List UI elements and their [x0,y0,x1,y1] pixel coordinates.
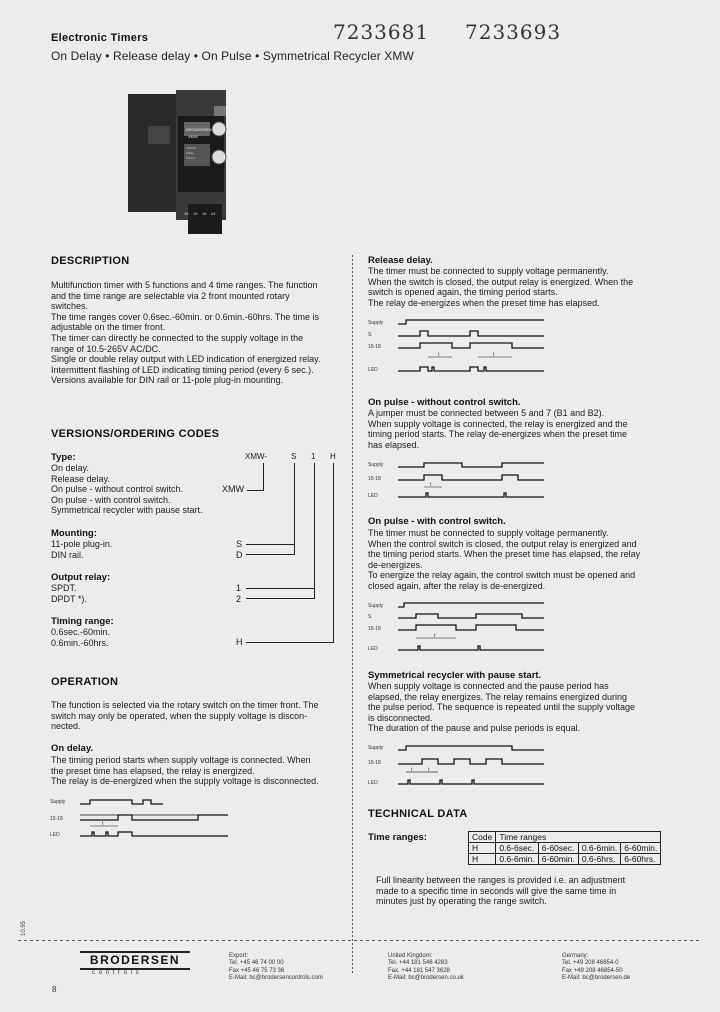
product-front-label: 0.6-6m [186,156,196,160]
page-title: Electronic Timers [51,32,149,44]
footer-export: Export: Tel. +45 46 74 00 00 Fax +45 46 75 73 36 E-Mail: bc@brodersencontrols.com [229,953,323,981]
side-code: 10.95 [21,920,27,936]
brand-logo [80,951,190,970]
svg-text:t: t [493,352,495,358]
table-header-cell: Code [469,832,496,843]
svg-text:15-18: 15-18 [368,344,381,350]
mounting-items: 11-pole plug-in. DIN rail. [51,539,113,560]
type-label: Type: [51,452,76,463]
svg-text:t: t [102,821,104,827]
on-delay-text: The timing period starts when supply voltage is connected. When the preset time has elapsed, the relay is energized. The relay is de-energized when the supply voltage is disconnected. [51,755,319,787]
technical-heading: TECHNICAL DATA [368,808,468,820]
on-pulse-without-heading: On pulse - without control switch. [368,397,521,408]
handwritten-code-2: 7233693 [465,20,562,44]
svg-text:Supply: Supply [368,603,384,609]
on-pulse-without-text: A jumper must be connected between 5 and 7 (B1 and B2). When supply voltage is connected, the relay is energized and the timing period starts. The relay de-energizes when the preset time has elapsed. [368,408,628,450]
output-label: Output relay: [51,572,111,583]
svg-text:LED: LED [50,832,60,838]
terminal-label: 15 [193,211,198,216]
svg-text:15-18: 15-18 [368,626,381,632]
timing-label: Timing range: [51,616,114,627]
operation-heading: OPERATION [51,676,119,688]
output-items: SPDT. DPDT *). [51,583,87,604]
product-label-brand: BRODERSEN [186,127,212,132]
svg-text:LED: LED [368,646,378,652]
release-delay-heading: Release delay. [368,255,433,266]
type-code: XMW [222,484,244,494]
table-row: H 0.6-6min. 6-60min. 0.6-6hrs. 6-60hrs. [469,854,661,865]
svg-text:15-18: 15-18 [368,476,381,482]
output-codes: 1 2 [236,583,242,604]
terminal-label: 16 [202,211,207,216]
svg-text:Supply: Supply [368,462,384,468]
description-heading: DESCRIPTION [51,255,130,267]
timing-items: 0.6sec.-60min. 0.6min.-60hrs. [51,627,111,648]
on-pulse-with-text: The timer must be connected to supply voltage permanently. When the control switch is closed, the output relay is energized and the timing period starts. When the preset time has elapsed, the relay de-energizes. To energize the relay again, the control switch must be opened and closed again, after the relay is de-energized. [368,528,641,591]
linearity-note: Full linearity between the ranges is provided i.e. an adjustment made to a specific time in seconds will give the same time in minutes just by operating the range switch. [376,875,626,907]
svg-text:15-18: 15-18 [368,760,381,766]
on-delay-heading: On delay. [51,743,94,754]
operation-text: The function is selected via the rotary switch on the timer front. The switch may only be operated, when the supply voltage is discon- nected. [51,700,319,732]
symmetrical-text: When supply voltage is connected and the pause period has elapsed, the relay energizes. The relay remains energized during the pulse period. The sequence is repeated until the supply voltage is disconnected. The duration of the pause and pulse periods is equal. [368,681,636,734]
svg-text:LED: LED [368,493,378,499]
footer-rule [18,940,700,941]
svg-text:Supply: Supply [368,320,384,326]
terminal-label: A1 [211,211,216,216]
on-delay-diagram [48,796,248,844]
product-front-label: 0.6s-6s [186,146,196,150]
timing-codes: H [236,637,243,647]
mounting-codes: S D [236,539,243,560]
svg-text:LED: LED [368,780,378,786]
product-photo [128,86,244,236]
product-label-model: XMW [188,134,198,139]
footer-uk: United Kingdom: Tel. +44 181 546 4283 Fax. +44 181 547 3628 E-Mail: bc@brodersen.co.uk [388,953,464,981]
product-front-label: 6-60s [186,151,194,155]
page-number: 8 [52,985,57,994]
on-pulse-with-diagram [366,600,556,654]
description-text: Multifunction timer with 5 functions and 4 time ranges. The function and the time range are selectable via 2 front mounted rotary switches. The time ranges cover 0.6sec.-60min. or 0.6min.-60hrs. The time is adjustable on the timer front. The timer can directly be connected to the supply voltage in the range of 10.5-265V AC/DC. Single or double relay output with LED indication of energized relay. Intermittent flashing of LED indicating timing period (every 6 sec.). Versions available for DIN rail or 11-pole plug-in mounting. [51,280,321,386]
table-row: H 0.6-6sec. 6-60sec. 0.6-6min. 6-60min. [469,843,661,854]
code-part-mounting: S [291,452,297,461]
mounting-label: Mounting: [51,528,97,539]
table-header-cell: Time ranges [496,832,661,843]
svg-text:t: t [428,767,430,773]
column-divider [352,255,353,975]
symmetrical-heading: Symmetrical recycler with pause start. [368,670,542,681]
svg-text:t: t [430,482,432,488]
svg-text:LED: LED [368,367,378,373]
table-header-row [469,832,661,843]
symmetrical-diagram [366,742,556,790]
versions-heading: VERSIONS/ORDERING CODES [51,428,220,440]
on-pulse-without-diagram [366,459,556,501]
page-subtitle: On Delay • Release delay • On Pulse • Symmetrical Recycler XMW [51,49,414,63]
svg-text:15-18: 15-18 [50,816,63,822]
time-ranges-table [468,831,661,865]
time-ranges-label: Time ranges: [368,832,427,843]
code-part-timing: H [330,452,336,461]
svg-text:t: t [438,352,440,358]
code-part-prefix: XMW- [245,452,268,461]
svg-text:t: t [434,633,436,639]
svg-text:S: S [368,332,372,338]
brand-name: BRODERSEN [89,953,181,967]
brand-sub: c o n t r o l s [92,970,140,976]
handwritten-code-1: 7233681 [333,20,430,44]
svg-text:t: t [411,767,413,773]
footer-germany: Germany: Tel. +49 208 46854-0 Fax +49 208 46854-50 E-Mail: bc@brodersen.de [562,953,631,981]
release-delay-text: The timer must be connected to supply voltage permanently. When the switch is closed, the output relay is energized. When the switch is opened again, the timing period starts. The relay de-energizes when the preset time has elapsed. [368,266,634,308]
terminal-label: 18 [184,211,189,216]
type-items: On delay. Release delay. On pulse - without control switch. On pulse - with control switch. Symmetrical recycler with pause start. [51,463,203,516]
code-part-output: 1 [311,452,316,461]
svg-text:Supply: Supply [368,745,384,751]
svg-text:Supply: Supply [50,799,66,805]
release-delay-diagram [366,317,556,377]
svg-text:S: S [368,614,372,620]
on-pulse-with-heading: On pulse - with control switch. [368,516,506,527]
